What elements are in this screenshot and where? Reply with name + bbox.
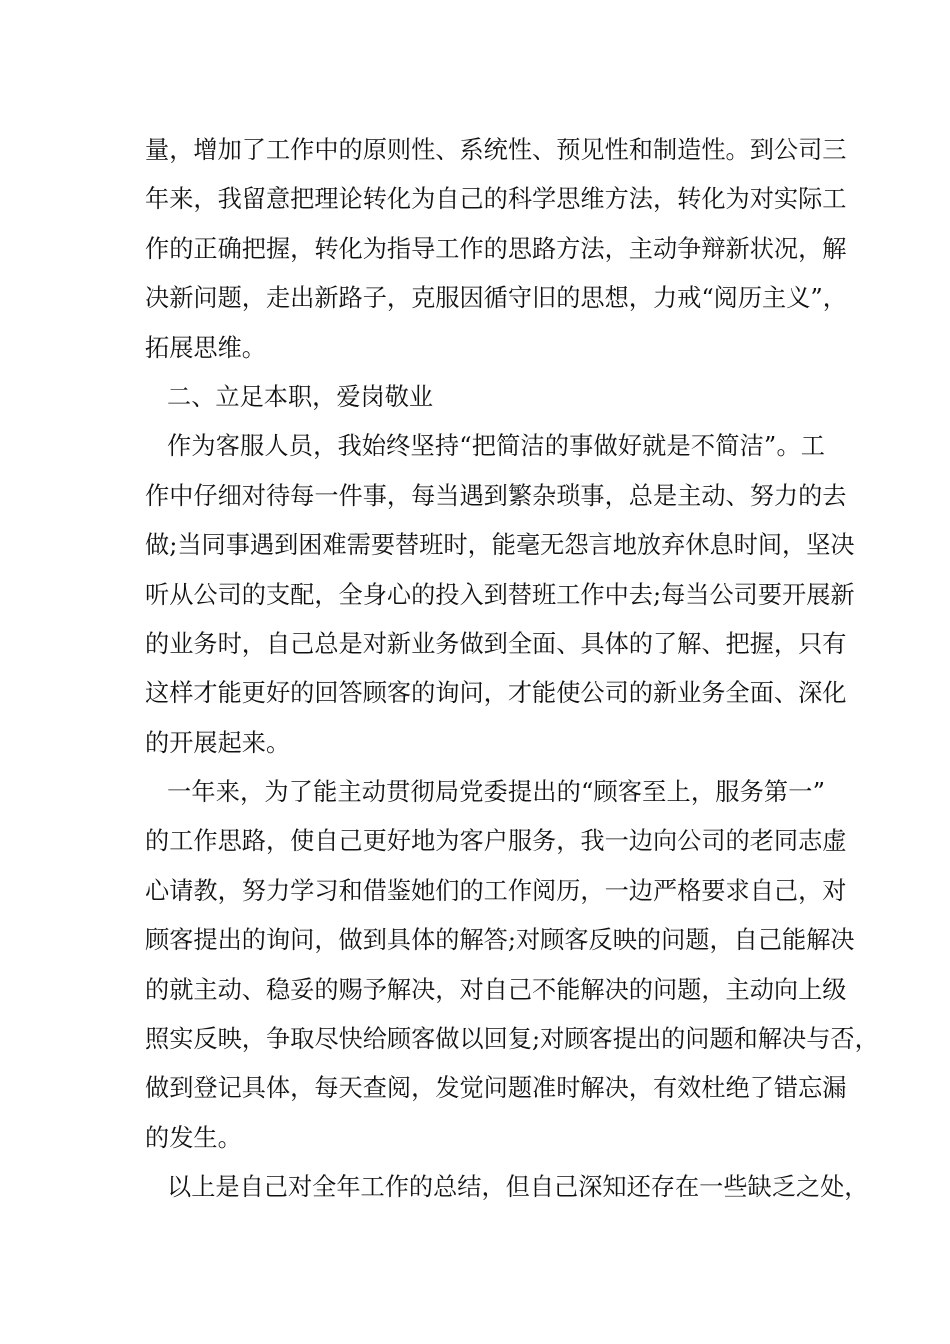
text-line-15: 的工作思路，使自己更好地为客户服务，我一边向公司的老同志虚 <box>145 827 847 856</box>
text-line-12: 这样才能更好的回答顾客的询问，才能使公司的新业务全面、深化 <box>145 679 847 708</box>
text-line-20: 做到登记具体，每天查阅，发觉问题准时解决，有效杜绝了错忘漏 <box>145 1074 847 1103</box>
section-heading: 二、立足本职，爱岗敬业 <box>167 382 434 411</box>
text-line-9: 做;当同事遇到困难需要替班时，能毫无怨言地放弃休息时间，坚决 <box>145 531 855 560</box>
document-body-text <box>145 126 879 1213</box>
text-line-10: 听从公司的支配，全身心的投入到替班工作中去;每当公司要开展新 <box>145 580 855 609</box>
text-line-21: 的发生。 <box>145 1123 242 1152</box>
text-line-18: 的就主动、稳妥的赐予解决，对自己不能解决的问题，主动向上级 <box>145 975 847 1004</box>
text-line-17: 顾客提出的询问，做到具体的解答;对顾客反映的问题，自己能解决 <box>145 926 855 955</box>
text-line-11: 的业务时，自己总是对新业务做到全面、具体的了解、把握，只有 <box>145 629 847 658</box>
text-line-3: 作的正确把握，转化为指导工作的思路方法，主动争辩新状况，解 <box>145 234 847 263</box>
text-line-14: 一年来，为了能主动贯彻局党委提出的“顾客至上，服务第一” <box>167 778 825 807</box>
text-line-7: 作为客服人员，我始终坚持“把简洁的事做好就是不简洁”。工 <box>167 432 825 461</box>
text-line-2: 年来，我留意把理论转化为自己的科学思维方法，转化为对实际工 <box>145 185 847 214</box>
text-line-13: 的开展起来。 <box>145 728 291 757</box>
text-line-4: 决新问题，走出新路子，克服因循守旧的思想，力戒“阅历主义”， <box>145 284 847 313</box>
text-line-16: 心请教，努力学习和借鉴她们的工作阅历，一边严格要求自己，对 <box>145 876 847 905</box>
text-line-5: 拓展思维。 <box>145 333 266 362</box>
text-line-22: 以上是自己对全年工作的总结，但自己深知还存在一些缺乏之处， <box>167 1173 869 1202</box>
text-line-19: 照实反映，争取尽快给顾客做以回复;对顾客提出的问题和解决与否， <box>145 1025 879 1054</box>
text-line-1: 量，增加了工作中的原则性、系统性、预见性和制造性。到公司三 <box>145 136 847 164</box>
text-line-8: 作中仔细对待每一件事，每当遇到繁杂琐事，总是主动、努力的去 <box>145 481 847 510</box>
